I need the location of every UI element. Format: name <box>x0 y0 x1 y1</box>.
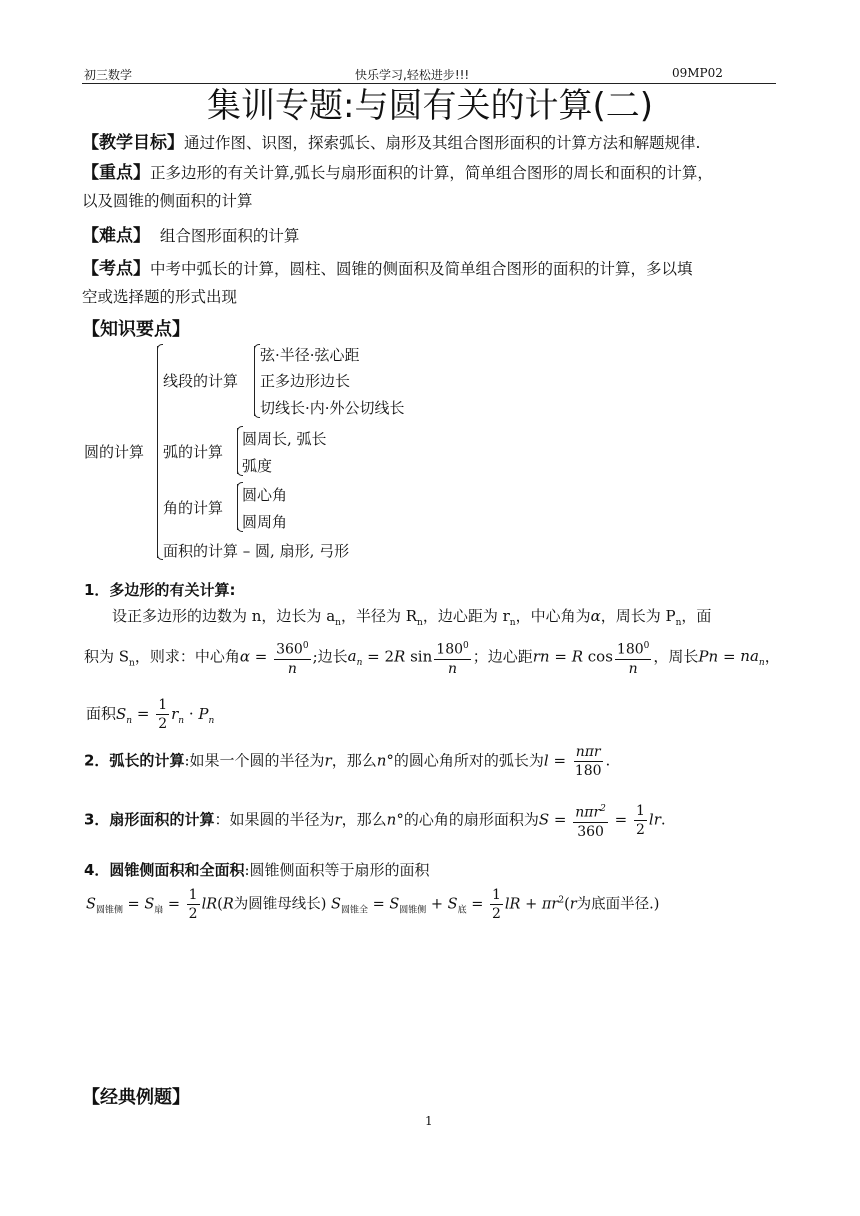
item2-text-c: 的圆心角所对的弧长为 <box>393 751 544 770</box>
item1-line2: 积为 $S_n$，则求：中心角α = $\frac{360^0}{n}$ ;边长$a_n = 2R$ sin $\frac{180^0}{n}$ ；边心距rn = R cos $\frac{180^0}{n}$ ，周长$Pn = na_n$， <box>84 637 780 678</box>
example-label: 【经典例题】 <box>82 1087 190 1108</box>
tree-seg-item-3: 切线长·内·外公切线长 <box>260 399 405 417</box>
item2-title: 2．弧长的计算 <box>84 751 185 770</box>
item1-line1: 设正多边形的边数为 n，边长为 $a_n$，半径为 $R_n$，边心距为 $r_n$，中心角为α，周长为 $P_n$，面 <box>112 607 712 628</box>
item3-text-c: 的心角的扇形面积为 <box>403 810 539 829</box>
tree-angle-item-2: 圆周角 <box>242 513 288 531</box>
sub-full: 圆锥全 <box>340 905 368 916</box>
exam-text-2: 空或选择题的形式出现 <box>82 288 238 306</box>
sub-base: 底 <box>457 905 467 916</box>
item1-l2-b: ，则求：中心角 <box>134 647 240 666</box>
brace-root <box>157 346 158 558</box>
tree-seg-item-1: 弦·半径·弦心距 <box>260 346 360 364</box>
item3-line: 3．扇形面积的计算：如果圆的半径为r，那么n°的心角的扇形面积为S = $\frac{n\pi r^2}{360}$ = $\frac{1}{2}$ lr. <box>84 800 666 841</box>
key-line <box>82 158 713 183</box>
item2-text-b: ，那么 <box>331 751 377 770</box>
goal-text: 通过作图、识图，探索弧长、扇形及其组合图形面积的计算方法和解题规律. <box>184 134 701 152</box>
brace-angle <box>237 484 238 530</box>
tree-angle: 角的计算 <box>163 499 224 517</box>
item4-paren-b: 为底面半径.) <box>576 896 660 913</box>
item4-title: 4．圆锥侧面积和全面积 <box>84 861 245 879</box>
item3-text-b: ，那么 <box>341 810 387 829</box>
sub-side-2: 圆锥侧 <box>399 905 427 916</box>
item4-formula: $S_{圆锥侧} = S_扇$ = $\frac{1}{2}$ lR(R为圆锥母线长) $S_{圆锥全} = S_{圆锥侧} + S_底$ = $\frac{1}{2}$ lR + $\pi r^2(r$为底面半径.) <box>86 887 660 922</box>
item2-text: :如果一个圆的半径为 <box>184 751 325 770</box>
brace-seg <box>254 346 255 416</box>
header-right: 09MP02 <box>672 66 723 80</box>
tree-area: 面积的计算 – 圆, 扇形, 弓形 <box>163 542 350 560</box>
key-text-1: 正多边形的有关计算,弧长与扇形面积的计算，简单组合图形的周长和面积的计算， <box>150 164 713 182</box>
diff-label: 【难点】 <box>82 226 150 246</box>
header-left: 初三数学 <box>84 68 133 82</box>
item3-text: ：如果圆的半径为 <box>214 810 335 829</box>
tree-seg: 线段的计算 <box>163 372 239 390</box>
item4-text: :圆锥侧面积等于扇形的面积 <box>244 861 430 879</box>
tree-seg-item-2: 正多边形边长 <box>260 372 351 390</box>
sub-side: 圆锥侧 <box>95 905 123 916</box>
header-center: 快乐学习,轻松进步!!! <box>355 68 470 82</box>
page-number: 1 <box>425 1114 433 1128</box>
tree-angle-item-1: 圆心角 <box>242 486 288 504</box>
item1-l2-c: ;边长 <box>312 647 348 666</box>
knowledge-label: 【知识要点】 <box>82 319 190 340</box>
tree-arc-item-1: 圆周长, 弧长 <box>242 430 327 448</box>
brace-arc <box>237 428 238 474</box>
key-text-2: 以及圆锥的侧面积的计算 <box>82 192 253 210</box>
tree-arc-item-2: 弧度 <box>242 457 273 475</box>
item1-text-b: ，半径为 R <box>340 607 418 625</box>
goal-line <box>82 128 700 153</box>
page-title: 集训专题:与圆有关的计算(二) <box>207 86 653 126</box>
item4-paren-a: 为圆锥母线长) <box>233 896 327 913</box>
item1-text-d: ，中心角为 <box>515 607 591 625</box>
diff-text: 组合图形面积的计算 <box>159 227 300 245</box>
frac-360-n: $\frac{360^0}{n}$ <box>274 637 310 678</box>
item1-text-f: ，面 <box>681 607 712 625</box>
tree-root: 圆的计算 <box>84 443 145 461</box>
item1-text-c: ，边心距为 r <box>422 607 510 625</box>
exam-text-1: 中考中弧长的计算，圆柱、圆锥的侧面积及简单组合图形的面积的计算，多以填 <box>150 260 693 278</box>
item1-l2-e: ，周长 <box>653 647 699 666</box>
frac-180-n-a: $\frac{180^0}{n}$ <box>434 637 470 678</box>
item3-title: 3．扇形面积的计算 <box>84 810 215 829</box>
frac-180-n-b: $\frac{180^0}{n}$ <box>615 637 651 678</box>
item1-line3: 面积$S_n$ = $\frac{1}{2}$ $r_n \cdot P_n$ <box>86 697 215 732</box>
item1-l3: 面积 <box>86 704 117 723</box>
exam-line <box>82 254 693 279</box>
item1-text-e: ，周长为 P <box>600 607 676 625</box>
item1-text-a: 设正多边形的边数为 n，边长为 a <box>112 607 336 625</box>
key-label: 【重点】 <box>82 163 150 183</box>
item4-line <box>84 859 430 880</box>
item1-title: 1．多边形的有关计算: <box>84 581 236 599</box>
item1-l2-a: 积为 S <box>84 647 130 666</box>
item2-line: 2．弧长的计算:如果一个圆的半径为r，那么n°的圆心角所对的弧长为l = $\frac{\text{nπr}}{180}$ . <box>84 744 611 779</box>
tree-arc: 弧的计算 <box>163 443 224 461</box>
sub-sector: 扇 <box>154 905 164 916</box>
item1-l2-d: ；边心距 <box>472 647 533 666</box>
exam-label: 【考点】 <box>82 259 150 279</box>
diff-line <box>82 221 299 246</box>
goal-label: 【教学目标】 <box>82 133 184 153</box>
